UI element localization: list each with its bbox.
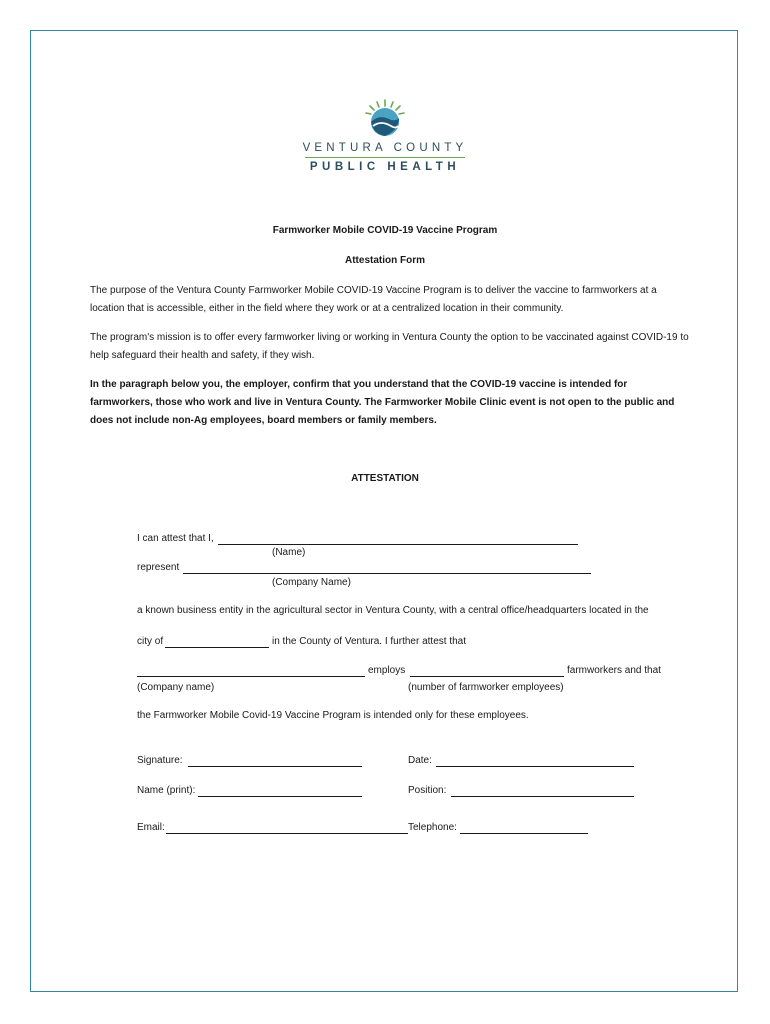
signature-field[interactable] bbox=[188, 766, 362, 767]
farmworker-count-field[interactable] bbox=[410, 676, 564, 677]
company-name-caption-2: (Company name) bbox=[137, 682, 215, 693]
company-name-caption: (Company Name) bbox=[272, 577, 351, 588]
employs-label: employs bbox=[368, 665, 406, 676]
logo-county-text: VENTURA COUNTY bbox=[302, 142, 468, 154]
purpose-paragraph: The purpose of the Ventura County Farmworker Mobile COVID-19 Vaccine Program is to deliver the vaccine to farmworkers at a location that is accessible, either in the field where they work or at a centralized location in their community. bbox=[90, 285, 657, 314]
position-label: Position: bbox=[408, 785, 447, 796]
form-title: Farmworker Mobile COVID-19 Vaccine Program bbox=[272, 225, 498, 236]
telephone-field[interactable] bbox=[460, 833, 588, 834]
ventura-county-public-health-logo bbox=[0, 98, 770, 173]
farmworkers-and-that-text: farmworkers and that bbox=[567, 665, 661, 676]
name-print-field[interactable] bbox=[198, 796, 362, 797]
page-border bbox=[30, 30, 738, 992]
signature-label: Signature: bbox=[137, 755, 183, 766]
business-entity-text: a known business entity in the agricultural sector in Ventura County, with a central office/headquarters located in the bbox=[137, 605, 649, 616]
attest-name-prefix: I can attest that I, bbox=[137, 533, 214, 544]
name-print-label: Name (print): bbox=[137, 785, 196, 796]
date-field[interactable] bbox=[436, 766, 634, 767]
city-of-label: city of bbox=[137, 636, 164, 647]
form-subtitle: Attestation Form bbox=[345, 255, 425, 266]
email-field[interactable] bbox=[166, 833, 408, 834]
company-name-field[interactable] bbox=[183, 573, 591, 574]
city-field[interactable] bbox=[165, 647, 269, 648]
sun-wave-logo-icon bbox=[363, 98, 407, 138]
email-label: Email: bbox=[137, 822, 165, 833]
represent-label: represent bbox=[137, 562, 180, 573]
telephone-label: Telephone: bbox=[408, 822, 457, 833]
name-caption: (Name) bbox=[272, 547, 306, 558]
employee-count-caption: (number of farmworker employees) bbox=[408, 682, 564, 693]
employer-confirmation-paragraph: In the paragraph below you, the employer, confirm that you understand that the COVID-19 vaccine is intended for farmworkers, those who work and live in Ventura County. The Farmworker Mobile Clinic event is not open to the public and does not include non-Ag employees, board members or family members. bbox=[90, 379, 675, 426]
position-field[interactable] bbox=[451, 796, 634, 797]
mission-paragraph: The program's mission is to offer every farmworker living or working in Ventura County the option to be vaccinated against COVID-19 to help safeguard their health and safety, if they wish. bbox=[90, 332, 689, 361]
name-field[interactable] bbox=[218, 544, 578, 545]
logo-divider bbox=[305, 157, 465, 158]
program-intended-text: the Farmworker Mobile Covid-19 Vaccine Program is intended only for these employees. bbox=[137, 710, 529, 721]
logo-health-text: PUBLIC HEALTH bbox=[309, 161, 461, 173]
date-label: Date: bbox=[408, 755, 432, 766]
attestation-heading: ATTESTATION bbox=[351, 473, 419, 484]
company-name-field-2[interactable] bbox=[137, 676, 365, 677]
county-attest-text: in the County of Ventura. I further attest that bbox=[272, 636, 467, 647]
